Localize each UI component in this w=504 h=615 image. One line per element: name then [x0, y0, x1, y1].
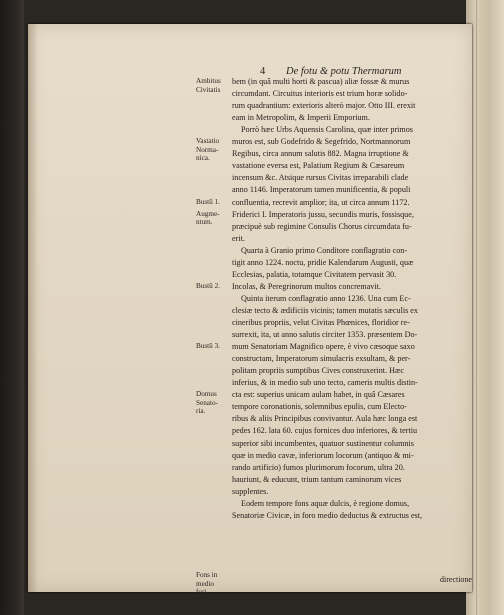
margin-note	[196, 390, 228, 416]
margin-note-line: Fons in	[196, 571, 218, 580]
running-title: De fotu & potu Thermarum	[286, 66, 402, 77]
margin-note	[196, 342, 228, 351]
text-line: supplentes.	[232, 486, 269, 496]
text-line: vastatione eversa est, Palatium Regium & Cæsareum	[232, 161, 405, 171]
text-line: anno 1146. Imperatorum tamen munificentia, & populi	[232, 185, 411, 195]
margin-note	[196, 571, 228, 597]
book-page	[28, 24, 472, 597]
margin-note-line: Domus	[196, 390, 217, 399]
page-number: 4	[260, 66, 266, 77]
margin-note	[196, 198, 228, 207]
text-line: muros est, sub Godefrido & Segefrido, Nortmannorum	[232, 137, 411, 147]
text-line: Ecclesias, palatia, totamque Civitatem pervasit 30.	[232, 269, 397, 279]
catchword: directione	[440, 575, 472, 584]
margin-note-line: ntum.	[196, 218, 213, 227]
text-line: Porrò hæc Urbs Aquensis Carolina, quæ inter primos	[241, 125, 413, 135]
text-line: Eodem tempore fons aquæ dulcis, è regione domus,	[241, 498, 410, 508]
text-line: bem (in quâ multi horti & pascua) aliæ fossæ & murus	[232, 77, 410, 86]
text-line: confluentia, recrevit amplior; ita, ut circa annum 1172.	[232, 197, 410, 207]
margin-note-line: Vastatio	[196, 137, 220, 146]
margin-note-line: nica.	[196, 154, 210, 163]
margin-note-line: Bustū 1.	[196, 197, 220, 206]
margin-note-line: Augme-	[196, 209, 220, 218]
margin-note	[196, 282, 228, 291]
text-line: circumdant. Circuitus interioris est trium horæ solido-	[232, 89, 408, 99]
text-line: tempore coronationis, solemnibus epulis, cum Electo-	[232, 402, 407, 412]
text-line: tigit anno 1224. noctu, pridie Kalendarum Augusti, quæ	[232, 257, 414, 267]
text-line: superior sibi incumbentes, quatuor sustinentur columnis	[232, 438, 414, 448]
text-line: quæ in medio cavæ, inferiorum locorum (antiquo & mi-	[232, 450, 414, 460]
text-line: Incolas, & Peregrinorum multos concremavit.	[232, 281, 381, 291]
margin-note-line: Norma-	[196, 145, 219, 154]
text-line: eam in Metropolim, & Imperii Emporium.	[232, 113, 370, 123]
text-line: præcipuè sub regimine Consulis Chorus circumdata fu-	[232, 221, 412, 231]
text-line: Quarta à Granio primo Conditore conflagratio con-	[241, 245, 408, 255]
margin-note-line: medio	[196, 579, 214, 588]
text-line: inferius, & in medio sub uno tecto, cameris multis distin-	[232, 378, 418, 388]
margin-note	[196, 210, 228, 227]
text-line: politam propriis sumptibus Cives construxerint. Hæc	[232, 366, 404, 376]
text-line: Senatoriæ Civicæ, in foro medio deductus & extructus est,	[232, 510, 423, 520]
margin-note	[196, 137, 228, 163]
margin-note-line: Ambitus	[196, 77, 221, 85]
text-line: cta est: superius unicam aulam habet, in quâ Cæsares	[232, 390, 405, 400]
text-line: pedes 162. lata 60. cujus fornices duo inferiores, & tertiu	[232, 426, 418, 436]
text-line: ribus & aliis Principibus convivantur. Aula hæc longa est	[232, 414, 418, 424]
text-line: rum quadrantium: exterioris alterò major. Otto III. erexit	[232, 101, 416, 111]
text-line: mum Senatoriam Magnifico opere, è vivo cæsoque saxo	[232, 342, 415, 352]
text-line: hauriunt, & educunt, trium tantum caminorum vices	[232, 474, 402, 484]
text-line: Regibus, circa annum salutis 882. Magna irruptione &	[232, 149, 409, 159]
text-line: clesiæ tecto & ædificiis vicinis; tamen mutatis sæculis ex	[232, 305, 418, 315]
text-line: Quinta iterum conflagratio anno 1236. Una cum Ec-	[241, 293, 411, 303]
text-line: surrexit, ita, ut anno salutis circiter 1353. præsentem Do-	[232, 330, 418, 340]
margin-note-line: Civitatis	[196, 85, 221, 94]
text-line: Friderici I. Imperatoris jussu, secundis muris, fossisque,	[232, 209, 414, 219]
margin-note-line: Bustū 2.	[196, 281, 220, 290]
text-line: erit.	[232, 233, 245, 243]
margin-note-line: ria.	[196, 407, 206, 416]
margin-note-line: Bustū 3.	[196, 342, 220, 351]
margin-note	[196, 77, 228, 94]
text-line: rando artificio) fumos plurimorum focorum, ultra 20.	[232, 462, 405, 472]
margin-note-line: Senato-	[196, 398, 218, 407]
scan-background-left	[0, 0, 24, 615]
text-line: constructam, Imperatorum simulacris exsultam, & per-	[232, 354, 411, 364]
margin-note-line: fori.	[196, 588, 209, 597]
text-line: cineribus propriis, velut Civitas Phœnices, floridior re-	[232, 318, 410, 327]
text-line: incensum &c. Atsique rursus Civitas irreparabili clade	[232, 173, 409, 183]
